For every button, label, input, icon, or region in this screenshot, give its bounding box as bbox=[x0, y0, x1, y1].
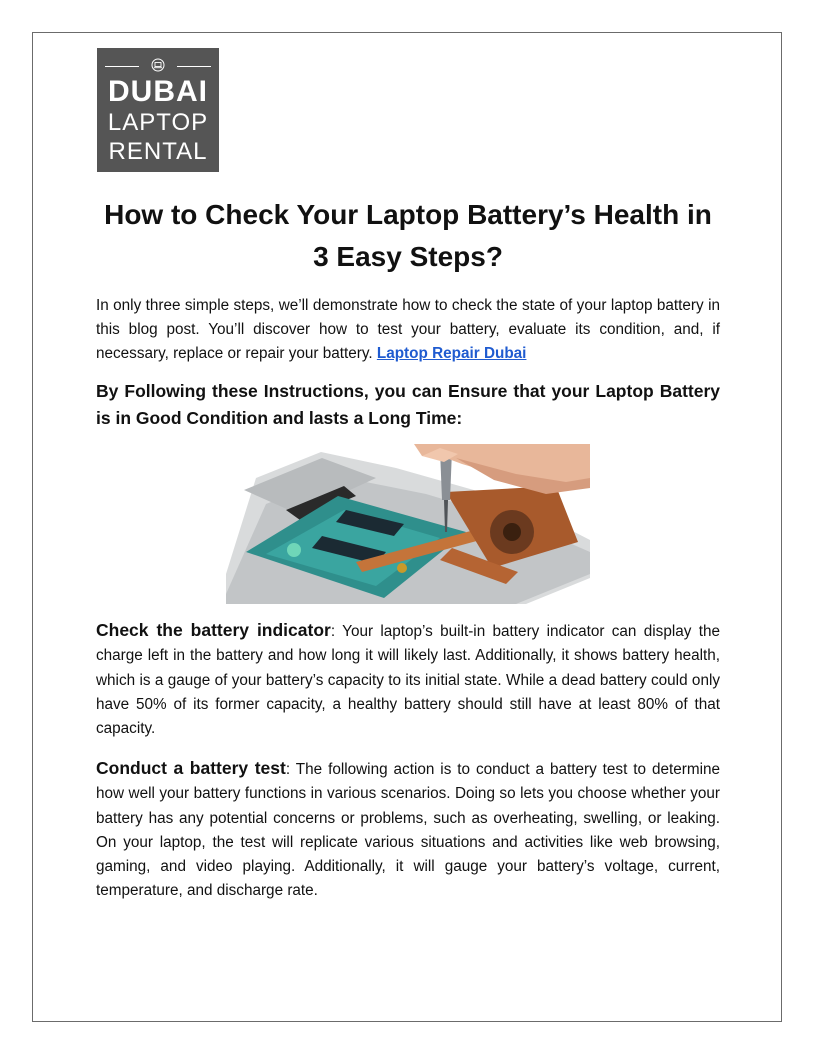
logo-line-right bbox=[177, 66, 211, 67]
battery-test-text: : The following action is to conduct a battery test to determine how well your battery functions in various scenarios. Doing so lets you choose whether your battery has any potential concerns or problems, such as overheating, swelling, or leaking. On your laptop, the test will replicate various situations and activities like web browsing, gaming, and video playing. Additionally, it will gauge your battery’s voltage, current, temperature, and discharge rate. bbox=[96, 761, 721, 900]
battery-indicator-text: : Your laptop’s built-in battery indicator can display the charge left in the battery and how long it will likely last. Additionally, it shows battery health, which is a gauge of your battery’s capacity to its initial state. While a dead battery could only have 50% of its former capacity, a healthy battery should still have at least 80% of that capacity. bbox=[96, 623, 720, 738]
battery-test-heading: Conduct a battery test bbox=[96, 758, 286, 778]
intro-paragraph bbox=[96, 294, 720, 366]
battery-test-section bbox=[96, 756, 720, 904]
brand-logo[interactable] bbox=[97, 48, 219, 172]
logo-text-rental: RENTAL bbox=[108, 138, 208, 165]
laptop-icon bbox=[151, 58, 165, 72]
instructions-heading: By Following these Instructions, you can Ensure that your Laptop Battery is in Good Condition and lasts a Long Time: bbox=[96, 381, 720, 428]
laptop-repair-photo bbox=[226, 444, 590, 604]
logo-line-left bbox=[105, 66, 139, 67]
article-title: How to Check Your Laptop Battery’s Health in 3 Easy Steps? bbox=[104, 199, 712, 272]
battery-indicator-section bbox=[96, 618, 720, 741]
logo-text-dubai: DUBAI bbox=[108, 75, 208, 108]
intro-text: In only three simple steps, we’ll demonstrate how to check the state of your laptop battery in this blog post. You’ll discover how to test your battery, evaluate its condition, and, if necessary, replace or repair your battery. bbox=[96, 297, 720, 362]
laptop-repair-dubai-link[interactable]: Laptop Repair Dubai bbox=[376, 345, 527, 362]
battery-indicator-heading: Check the battery indicator bbox=[96, 620, 331, 640]
logo-text-laptop: LAPTOP bbox=[107, 109, 209, 136]
logo-header bbox=[105, 58, 211, 74]
